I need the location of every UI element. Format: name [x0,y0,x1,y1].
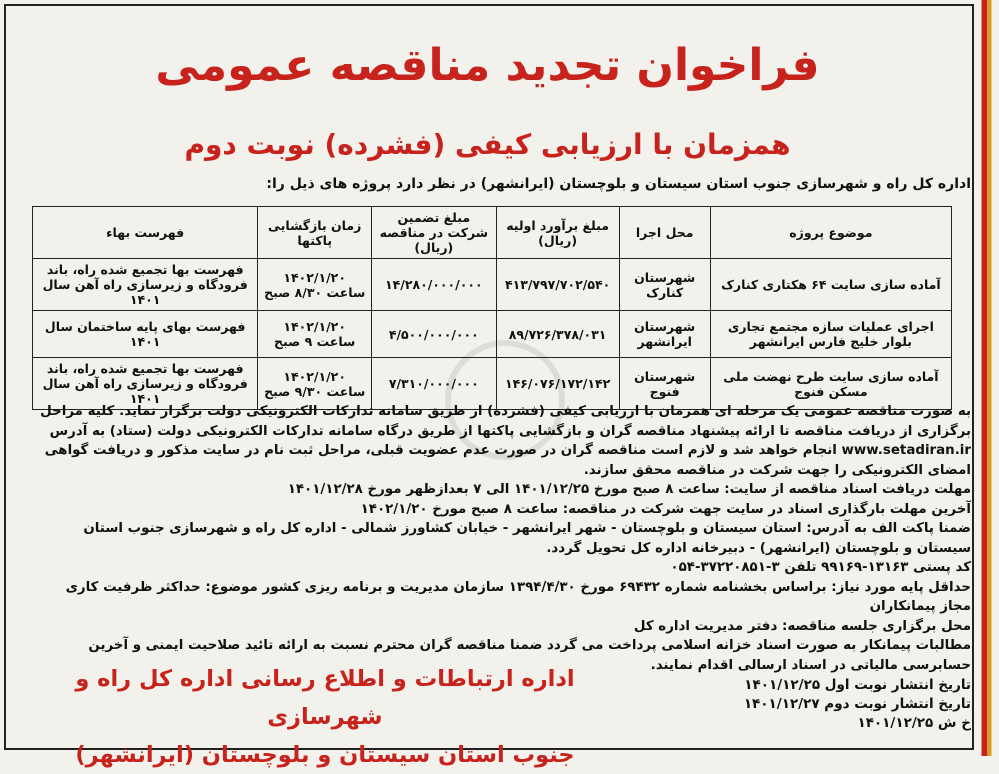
cell-guarantee: ۴/۵۰۰/۰۰۰/۰۰۰ [371,311,496,358]
cell-place: شهرستان کنارک [619,259,710,311]
paragraph-procedure: به صورت مناقصه عمومی یک مرحله ای همزمان با ارزیابی کیفی (فشرده) از طریق سامانه تدارکات الکترونیکی دولت برگزار نماید. کلیه مراحل برگزاری از دریافت مناقصه تا ارائه پیشنهاد مناقصه گران و بازگشایی پاکتها از طریق درگاه سامانه تدارکات الکترونیکی دولت (ستاد) به آدرس www.setadiran.ir انجام خواهد شد و لازم است مناقصه گران در صورت عدم عضویت قبلی، مراحل ثبت نام در سایت مذکور و دریافت گواهی امضای الکترونیکی را جهت شرکت در مناقصه محقق سازند. [40,404,971,478]
paragraph-postal-code: کد پستی ۱۳۱۶۳-۹۹۱۶۹ تلفن ۳-۳۷۲۲۰۸۵۱-۰۵۴ [670,560,971,575]
issuing-organization [30,660,620,774]
header-estimate: مبلغ برآورد اولیه (ریال) [496,207,619,259]
second-publication-date: تاریخ انتشار نوبت دوم ۱۴۰۱/۱۲/۲۷ [743,696,971,712]
cell-price-list: فهرست بها تجمیع شده راه، باند فرودگاه و زیرسازی راه آهن سال ۱۴۰۱ [33,259,258,311]
cell-subject: اجرای عملیات سازه مجتمع تجاری بلوار خلیج فارس ایرانشهر [710,311,951,358]
paragraph-payment: مطالبات پیمانکار به صورت اسناد خزانه اسلامی پرداخت می گردد ضمنا مناقصه گران محترم نسبت به ارائه تائید صلاحیت ایمنی و آخرین حسابرسی مالیاتی در اسناد ارسالی اقدام نمایند. [88,638,971,673]
paragraph-upload-deadline: آخرین مهلت بارگذاری اسناد در سایت جهت شرکت در مناقصه: ساعت ۸ صبح مورخ ۱۴۰۲/۱/۲۰ [360,501,971,517]
cell-place: شهرستان فنوج [619,358,710,410]
notice-body [31,402,971,675]
organization-line-1: اداره ارتباطات و اطلاع رسانی اداره کل راه و شهرسازی [75,666,575,730]
publication-dates [641,676,971,733]
cell-subject: آماده سازی سایت ۶۴ هکتاری کنارک [710,259,951,311]
cell-guarantee: ۱۴/۲۸۰/۰۰۰/۰۰۰ [371,259,496,311]
paragraph-meeting-place: محل برگزاری جلسه مناقصه: دفتر مدیریت اداره کل [633,618,971,634]
cell-subject: آماده سازی سایت طرح نهضت ملی مسکن فنوج [710,358,951,410]
header-subject: موضوع پروژه [710,207,951,259]
table-row [33,311,952,358]
organization-line-2: جنوب استان سیستان و بلوچستان (ایرانشهر) [75,742,575,768]
header-opening-time: زمان بازگشایی پاکتها [258,207,372,259]
cell-estimate: ۴۱۳/۷۹۷/۷۰۲/۵۴۰ [496,259,619,311]
cell-guarantee: ۷/۳۱۰/۰۰۰/۰۰۰ [371,358,496,410]
decorative-side-stripe [977,0,999,756]
cell-estimate: ۸۹/۷۲۶/۳۷۸/۰۳۱ [496,311,619,358]
cell-price-list: فهرست بها تجمیع شده راه، باند فرودگاه و زیرسازی راه آهن سال ۱۴۰۱ [33,358,258,410]
table-header-row [33,207,952,259]
header-guarantee: مبلغ تضمین شرکت در مناقصه (ریال) [371,207,496,259]
cell-opening-time: ۱۴۰۲/۱/۲۰ ساعت ۹ صبح [258,311,372,358]
cell-opening-time: ۱۴۰۲/۱/۲۰ ساعت ۸/۳۰ صبح [258,259,372,311]
notice-subtitle: همزمان با ارزیابی کیفی (فشرده) نوبت دوم [184,128,791,161]
paragraph-document-deadline: مهلت دریافت اسناد مناقصه از سایت: ساعت ۸ صبح مورخ ۱۴۰۱/۱۲/۲۵ الی ۷ بعدازظهر مورخ ۱۴۰۱/۱۲/۲۸ [287,482,971,497]
paragraph-envelope-address: ضمنا پاکت الف به آدرس: استان سیستان و بلوچستان - شهر ایرانشهر - خیابان کشاورز شمالی - اداره کل راه و شهرسازی جنوب استان سیستان و بلوچستان (ایرانشهر) - دبیرخانه اداره کل تحویل گردد. [83,521,971,556]
projects-table [32,206,952,410]
notice-title: فراخوان تجدید مناقصه عمومی [155,40,820,91]
notice-code: خ ش ۱۴۰۱/۱۲/۲۵ [857,715,971,731]
table-row [33,259,952,311]
intro-text: اداره کل راه و شهرسازی جنوب استان سیستان و بلوچستان (ایرانشهر) در نظر دارد پروژه های ذیل را: [266,176,971,192]
header-price-list: فهرست بهاء [33,207,258,259]
cell-opening-time: ۱۴۰۲/۱/۲۰ ساعت ۹/۳۰ صبح [258,358,372,410]
paragraph-minimum-grade: حداقل پایه مورد نیاز: براساس بخشنامه شماره ۶۹۴۳۲ مورخ ۱۳۹۴/۴/۳۰ سازمان مدیریت و برنامه ریزی کشور موضوع: حداکثر ظرفیت کاری مجاز پیمانکاران [65,579,971,614]
cell-estimate: ۱۴۶/۰۷۶/۱۷۲/۱۴۲ [496,358,619,410]
first-publication-date: تاریخ انتشار نوبت اول ۱۴۰۱/۱۲/۲۵ [744,677,971,693]
cell-place: شهرستان ایرانشهر [619,311,710,358]
cell-price-list: فهرست بهای پایه ساختمان سال ۱۴۰۱ [33,311,258,358]
header-place: محل اجرا [619,207,710,259]
